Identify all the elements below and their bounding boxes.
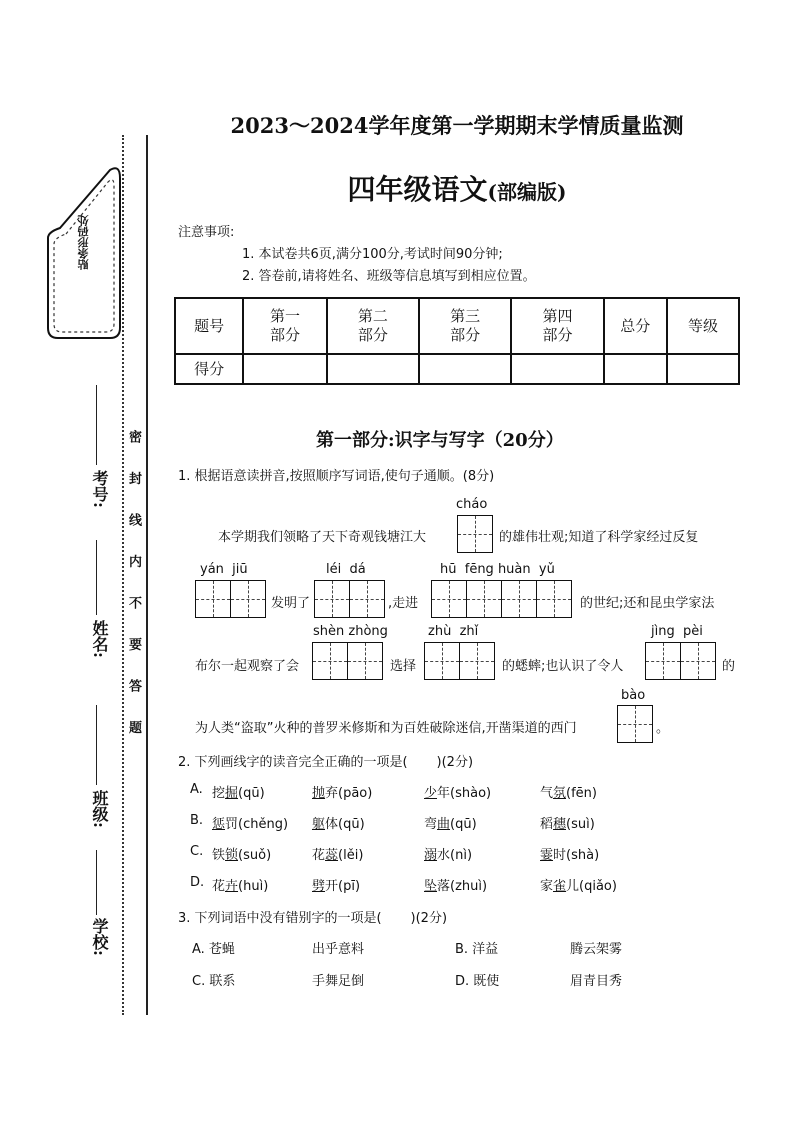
q2-option-word: 惩罚(chěng) <box>212 817 289 832</box>
q2-option-word: 挖掘(qū) <box>212 786 265 801</box>
answer-grid-yanjiu[interactable] <box>195 580 266 618</box>
notice-title: 注意事项: <box>178 225 235 240</box>
q3-b-word: 腾云架雾 <box>570 942 623 957</box>
seal-text: 密 封 线 内 不 要 答 题 <box>126 430 141 746</box>
pinyin-jingpei: jìng pèi <box>651 624 703 639</box>
q1-line3d: 的 <box>722 659 736 674</box>
part1-title: 第一部分:识字与写字（20分） <box>316 430 564 451</box>
pinyin-bao: bào <box>621 688 646 703</box>
header-cell-part1: 第一 部分 <box>243 298 327 354</box>
school-label: 学校: <box>90 918 109 956</box>
q3-a-word: 出乎意料 <box>312 942 365 957</box>
q2-option-label[interactable]: C. <box>190 844 204 859</box>
q2-option-word: 花蕊(lěi) <box>312 848 364 863</box>
subject-title: 四年级语文 <box>347 173 488 206</box>
q3-c-label[interactable]: C. 联系 <box>192 974 236 989</box>
q1-line4a: 为人类“盗取”火种的普罗米修斯和为百姓破除迷信,开凿渠道的西门 <box>195 721 577 736</box>
header-cell-part3: 第三 部分 <box>419 298 511 354</box>
answer-grid-chao[interactable] <box>457 515 493 553</box>
answer-grid-shenzhong[interactable] <box>312 642 383 680</box>
q2-option-word: 家雀儿(qiǎo) <box>540 879 617 894</box>
q2-option-word: 花卉(huì) <box>212 879 269 894</box>
q1-line3a: 布尔一起观察了会 <box>195 659 300 674</box>
q1-line2c: 的世纪;还和昆虫学家法 <box>580 596 715 611</box>
q2-option-word: 气氛(fēn) <box>540 786 597 801</box>
answer-grid-zhuzhi[interactable] <box>424 642 495 680</box>
pinyin-leida: léi dá <box>326 562 366 577</box>
q3-d-word: 眉青目秀 <box>570 974 623 989</box>
pinyin-chao: cháo <box>456 497 488 512</box>
q3-c-word: 手舞足倒 <box>312 974 365 989</box>
seal-line <box>146 135 148 1015</box>
q3-a-label[interactable]: A. 苍蝇 <box>192 942 235 957</box>
score-cell-part2[interactable] <box>327 354 419 384</box>
q2-option-word: 躯体(qū) <box>312 817 365 832</box>
pinyin-hufenghuanyu: hū fēng huàn yǔ <box>440 562 555 577</box>
score-cell-part3[interactable] <box>419 354 511 384</box>
q2-option-word: 少年(shào) <box>424 786 492 801</box>
q1-line2a: 发明了 <box>271 596 311 611</box>
q2-option-word: 铁锁(suǒ) <box>212 848 272 863</box>
pinyin-yanjiu: yán jiū <box>200 562 248 577</box>
q1-line2b: ,走进 <box>388 596 419 611</box>
header-cell-part4: 第四 部分 <box>511 298 603 354</box>
barcode-label: 贴条形码处 <box>77 215 90 270</box>
answer-grid-jingpei[interactable] <box>645 642 716 680</box>
edition-label: (部编版) <box>487 180 567 204</box>
score-table <box>174 297 740 385</box>
q1-line1b: 的雄伟壮观;知道了科学家经过反复 <box>499 530 699 545</box>
pinyin-zhuzhi: zhù zhǐ <box>428 624 479 639</box>
pinyin-shenzhong: shèn zhòng <box>313 624 388 639</box>
score-cell-total[interactable] <box>604 354 667 384</box>
header-cell-grade: 等级 <box>667 298 739 354</box>
header-cell-question-number: 题号 <box>175 298 243 354</box>
q2-option-word: 溺水(nì) <box>424 848 473 863</box>
notice-item-2: 2. 答卷前,请将姓名、班级等信息填写到相应位置。 <box>242 269 536 284</box>
q1-line1a: 本学期我们领略了天下奇观钱塘江大 <box>218 530 427 545</box>
score-cell-grade[interactable] <box>667 354 739 384</box>
exam-title: 2023～2024学年度第一学期期末学情质量监测 <box>230 113 684 138</box>
exam-subtitle <box>0 168 794 208</box>
q2-option-word: 弯曲(qū) <box>424 817 477 832</box>
answer-grid-hufenghuanyu[interactable] <box>431 580 572 618</box>
score-cell-part1[interactable] <box>243 354 327 384</box>
q2-option-label[interactable]: D. <box>190 875 205 890</box>
q2-stem: 2. 下列画线字的读音完全正确的一项是( )(2分) <box>178 755 474 770</box>
class-label: 班级: <box>90 790 109 828</box>
exam-number-label: 考号: <box>90 470 109 508</box>
q2-option-label[interactable]: A. <box>190 782 203 797</box>
q1-stem: 1. 根据语意读拼音,按照顺序写词语,使句子通顺。(8分) <box>178 469 495 484</box>
q1-line4b: 。 <box>656 721 670 736</box>
name-blank[interactable] <box>96 540 97 615</box>
score-cell-part4[interactable] <box>511 354 603 384</box>
q3-stem: 3. 下列词语中没有错别字的一项是( )(2分) <box>178 911 448 926</box>
answer-grid-leida[interactable] <box>314 580 385 618</box>
q2-option-word: 稻穗(suì) <box>540 817 595 832</box>
q2-option-word: 抛弃(pāo) <box>312 786 373 801</box>
answer-grid-bao[interactable] <box>617 705 653 743</box>
exam-number-blank[interactable] <box>96 385 97 465</box>
notice-item-1: 1. 本试卷共6页,满分100分,考试时间90分钟; <box>242 247 503 262</box>
q1-line3b: 选择 <box>390 659 417 674</box>
q3-b-label[interactable]: B. 洋益 <box>455 942 499 957</box>
q3-d-label[interactable]: D. 既使 <box>455 974 500 989</box>
class-blank[interactable] <box>96 705 97 785</box>
school-blank[interactable] <box>96 850 97 915</box>
name-label: 姓名: <box>90 620 109 658</box>
header-cell-total: 总分 <box>604 298 667 354</box>
q2-option-word: 劈开(pī) <box>312 879 361 894</box>
q1-line3c: 的蟋蟀;也认识了令人 <box>502 659 624 674</box>
q2-option-word: 霎时(shà) <box>540 848 600 863</box>
q2-option-word: 坠落(zhuì) <box>424 879 488 894</box>
header-cell-part2: 第二 部分 <box>327 298 419 354</box>
q2-option-label[interactable]: B. <box>190 813 204 828</box>
score-row-label: 得分 <box>175 354 243 384</box>
